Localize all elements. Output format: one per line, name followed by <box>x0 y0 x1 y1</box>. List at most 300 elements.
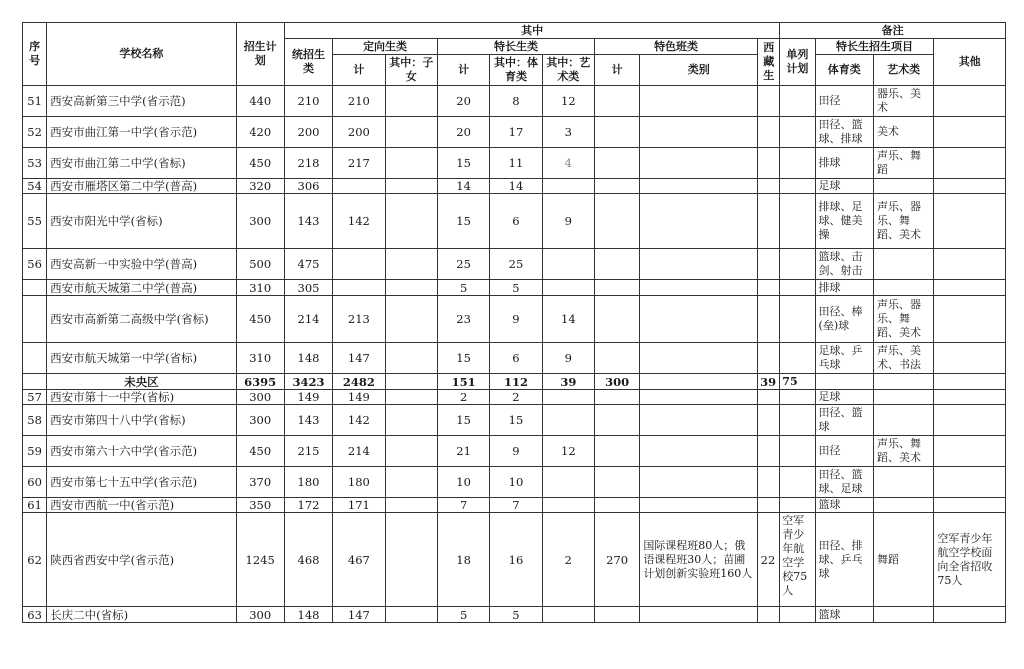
special-sports: 10 <box>490 467 542 498</box>
unified-count: 143 <box>284 405 332 436</box>
arts-items: 美术 <box>873 117 933 148</box>
directed-children <box>385 296 437 343</box>
special-total: 23 <box>437 296 489 343</box>
feature-type <box>640 194 758 249</box>
plan-count: 370 <box>236 467 284 498</box>
single-plan: 空军青少年航空学校75人 <box>780 513 815 607</box>
tibet-count <box>758 607 780 623</box>
special-total: 21 <box>437 436 489 467</box>
special-arts: 9 <box>542 343 594 374</box>
directed-total: 180 <box>333 467 385 498</box>
header-feature-type: 类别 <box>640 55 758 86</box>
school-name: 西安市第十一中学(省标) <box>47 390 236 405</box>
plan-count: 6395 <box>236 374 284 390</box>
directed-total: 142 <box>333 405 385 436</box>
table-row <box>23 405 1006 436</box>
directed-children <box>385 436 437 467</box>
unified-count: 475 <box>284 249 332 280</box>
feature-total <box>595 86 640 117</box>
school-name: 西安市第四十八中学(省标) <box>47 405 236 436</box>
special-arts: 12 <box>542 436 594 467</box>
other-notes <box>934 194 1006 249</box>
school-name: 陕西省西安中学(省示范) <box>47 513 236 607</box>
header-sports-items: 体育类 <box>815 55 873 86</box>
school-name: 西安市曲江第一中学(省示范) <box>47 117 236 148</box>
row-no: 58 <box>23 405 47 436</box>
sports-items: 田径、篮球、排球 <box>815 117 873 148</box>
header-among: 其中 <box>284 23 779 39</box>
school-name: 长庆二中(省标) <box>47 607 236 623</box>
plan-count: 350 <box>236 498 284 513</box>
tibet-count <box>758 86 780 117</box>
special-arts: 9 <box>542 194 594 249</box>
single-plan <box>780 194 815 249</box>
special-total: 20 <box>437 86 489 117</box>
special-sports: 6 <box>490 194 542 249</box>
directed-children <box>385 194 437 249</box>
enrollment-table-region <box>22 22 1006 623</box>
special-arts: 4 <box>542 148 594 179</box>
unified-count: 172 <box>284 498 332 513</box>
table-row <box>23 194 1006 249</box>
unified-count: 149 <box>284 390 332 405</box>
directed-children <box>385 148 437 179</box>
school-name: 西安高新一中实验中学(普高) <box>47 249 236 280</box>
directed-total <box>333 280 385 296</box>
header-directed-children: 其中：子女 <box>385 55 437 86</box>
tibet-count <box>758 249 780 280</box>
special-arts <box>542 405 594 436</box>
single-plan <box>780 86 815 117</box>
special-sports: 2 <box>490 390 542 405</box>
unified-count: 148 <box>284 343 332 374</box>
directed-total: 147 <box>333 607 385 623</box>
other-notes <box>934 179 1006 194</box>
feature-total <box>595 296 640 343</box>
feature-type <box>640 343 758 374</box>
special-arts <box>542 467 594 498</box>
unified-count: 214 <box>284 296 332 343</box>
row-no <box>23 374 47 390</box>
feature-type <box>640 280 758 296</box>
tibet-count <box>758 117 780 148</box>
arts-items: 声乐、舞蹈 <box>873 148 933 179</box>
single-plan <box>780 343 815 374</box>
feature-total <box>595 148 640 179</box>
plan-count: 300 <box>236 390 284 405</box>
single-plan <box>780 148 815 179</box>
unified-count: 180 <box>284 467 332 498</box>
school-name: 西安高新第三中学(省示范) <box>47 86 236 117</box>
row-no: 59 <box>23 436 47 467</box>
unified-count: 143 <box>284 194 332 249</box>
plan-count: 450 <box>236 296 284 343</box>
sports-items: 足球 <box>815 390 873 405</box>
other-notes <box>934 86 1006 117</box>
plan-count: 300 <box>236 607 284 623</box>
plan-count: 440 <box>236 86 284 117</box>
special-sports: 7 <box>490 498 542 513</box>
school-name: 西安市阳光中学(省标) <box>47 194 236 249</box>
plan-count: 310 <box>236 343 284 374</box>
school-name: 西安市西航一中(省示范) <box>47 498 236 513</box>
arts-items: 声乐、舞蹈、美术 <box>873 436 933 467</box>
feature-type: 国际课程班80人；俄语课程班30人；苗圃计划创新实验班160人 <box>640 513 758 607</box>
special-total: 20 <box>437 117 489 148</box>
sports-items: 足球 <box>815 179 873 194</box>
arts-items <box>873 405 933 436</box>
other-notes <box>934 374 1006 390</box>
directed-total: 213 <box>333 296 385 343</box>
directed-total: 214 <box>333 436 385 467</box>
row-no <box>23 343 47 374</box>
arts-items <box>873 280 933 296</box>
school-name: 西安市第六十六中学(省示范) <box>47 436 236 467</box>
table-row <box>23 296 1006 343</box>
plan-count: 420 <box>236 117 284 148</box>
unified-count: 148 <box>284 607 332 623</box>
header-feature: 特色班类 <box>595 39 758 55</box>
plan-count: 450 <box>236 148 284 179</box>
directed-total: 200 <box>333 117 385 148</box>
unified-count: 3423 <box>284 374 332 390</box>
unified-count: 210 <box>284 86 332 117</box>
special-sports: 11 <box>490 148 542 179</box>
directed-total: 210 <box>333 86 385 117</box>
sports-items: 田径、篮球、足球 <box>815 467 873 498</box>
other-notes <box>934 498 1006 513</box>
row-no: 55 <box>23 194 47 249</box>
special-arts: 39 <box>542 374 594 390</box>
plan-count: 310 <box>236 280 284 296</box>
sports-items: 排球 <box>815 280 873 296</box>
directed-children <box>385 498 437 513</box>
directed-children <box>385 343 437 374</box>
sports-items: 排球、足球、健美操 <box>815 194 873 249</box>
other-notes <box>934 343 1006 374</box>
school-name: 未央区 <box>47 374 236 390</box>
special-total: 15 <box>437 343 489 374</box>
feature-type <box>640 436 758 467</box>
table-body <box>23 86 1006 623</box>
special-arts <box>542 249 594 280</box>
arts-items: 声乐、美术、书法 <box>873 343 933 374</box>
plan-count: 450 <box>236 436 284 467</box>
unified-count: 305 <box>284 280 332 296</box>
header-plan: 招生计划 <box>236 23 284 86</box>
header-special-items: 特长生招生项目 <box>815 39 934 55</box>
tibet-count: 39 <box>758 374 780 390</box>
other-notes <box>934 296 1006 343</box>
feature-type <box>640 148 758 179</box>
header-school: 学校名称 <box>47 23 236 86</box>
tibet-count <box>758 194 780 249</box>
table-row <box>23 390 1006 405</box>
other-notes <box>934 390 1006 405</box>
arts-items <box>873 390 933 405</box>
special-total: 5 <box>437 607 489 623</box>
tibet-count: 22 <box>758 513 780 607</box>
header-unified: 统招生类 <box>284 39 332 86</box>
other-notes <box>934 117 1006 148</box>
special-sports: 14 <box>490 179 542 194</box>
special-total: 5 <box>437 280 489 296</box>
single-plan <box>780 296 815 343</box>
row-no: 63 <box>23 607 47 623</box>
school-name: 西安市第七十五中学(省示范) <box>47 467 236 498</box>
special-sports: 17 <box>490 117 542 148</box>
directed-children <box>385 179 437 194</box>
other-notes <box>934 249 1006 280</box>
arts-items <box>873 467 933 498</box>
header-arts-items: 艺术类 <box>873 55 933 86</box>
feature-type <box>640 374 758 390</box>
special-sports: 15 <box>490 405 542 436</box>
other-notes <box>934 148 1006 179</box>
sports-items: 田径、排球、乒乓球 <box>815 513 873 607</box>
other-notes <box>934 436 1006 467</box>
special-total: 25 <box>437 249 489 280</box>
special-arts: 14 <box>542 296 594 343</box>
sports-items <box>815 374 873 390</box>
tibet-count <box>758 498 780 513</box>
directed-children <box>385 513 437 607</box>
table-row <box>23 343 1006 374</box>
single-plan <box>780 405 815 436</box>
special-arts <box>542 280 594 296</box>
directed-children <box>385 390 437 405</box>
directed-total: 467 <box>333 513 385 607</box>
row-no: 53 <box>23 148 47 179</box>
unified-count: 218 <box>284 148 332 179</box>
sports-items: 田径 <box>815 436 873 467</box>
sports-items: 篮球 <box>815 498 873 513</box>
special-total: 18 <box>437 513 489 607</box>
feature-total <box>595 607 640 623</box>
other-notes <box>934 607 1006 623</box>
feature-total <box>595 405 640 436</box>
header-feature-total: 计 <box>595 55 640 86</box>
feature-total <box>595 436 640 467</box>
tibet-count <box>758 179 780 194</box>
feature-total: 300 <box>595 374 640 390</box>
arts-items: 声乐、器乐、舞蹈、美术 <box>873 194 933 249</box>
header-special-arts: 其中：艺术类 <box>542 55 594 86</box>
arts-items <box>873 249 933 280</box>
row-no: 51 <box>23 86 47 117</box>
table-row <box>23 86 1006 117</box>
unified-count: 306 <box>284 179 332 194</box>
sports-items: 排球 <box>815 148 873 179</box>
unified-count: 468 <box>284 513 332 607</box>
subtotal-row <box>23 374 1006 390</box>
school-name: 西安市高新第二高级中学(省标) <box>47 296 236 343</box>
header-directed-total: 计 <box>333 55 385 86</box>
plan-count: 1245 <box>236 513 284 607</box>
school-name: 西安市雁塔区第二中学(普高) <box>47 179 236 194</box>
special-total: 151 <box>437 374 489 390</box>
unified-count: 200 <box>284 117 332 148</box>
header-single: 单列计划 <box>780 39 815 86</box>
unified-count: 215 <box>284 436 332 467</box>
tibet-count <box>758 436 780 467</box>
row-no <box>23 296 47 343</box>
table-row <box>23 607 1006 623</box>
feature-total <box>595 390 640 405</box>
sports-items: 田径 <box>815 86 873 117</box>
special-arts <box>542 607 594 623</box>
feature-type <box>640 179 758 194</box>
tibet-count <box>758 280 780 296</box>
arts-items <box>873 607 933 623</box>
single-plan: 75 <box>780 374 815 390</box>
arts-items <box>873 179 933 194</box>
special-sports: 9 <box>490 436 542 467</box>
header-tibet: 西藏生 <box>758 39 780 86</box>
other-notes <box>934 405 1006 436</box>
directed-children <box>385 374 437 390</box>
arts-items <box>873 374 933 390</box>
single-plan <box>780 117 815 148</box>
directed-children <box>385 280 437 296</box>
table-row <box>23 148 1006 179</box>
special-sports: 16 <box>490 513 542 607</box>
header-special-total: 计 <box>437 55 489 86</box>
sports-items: 田径、篮球 <box>815 405 873 436</box>
single-plan <box>780 607 815 623</box>
header-other: 其他 <box>934 39 1006 86</box>
special-sports: 5 <box>490 280 542 296</box>
plan-count: 320 <box>236 179 284 194</box>
row-no: 54 <box>23 179 47 194</box>
special-sports: 8 <box>490 86 542 117</box>
table-row <box>23 249 1006 280</box>
arts-items: 舞蹈 <box>873 513 933 607</box>
special-arts <box>542 179 594 194</box>
directed-children <box>385 117 437 148</box>
directed-children <box>385 249 437 280</box>
other-notes <box>934 280 1006 296</box>
directed-children <box>385 467 437 498</box>
special-total: 7 <box>437 498 489 513</box>
plan-count: 300 <box>236 405 284 436</box>
row-no: 61 <box>23 498 47 513</box>
sports-items: 田径、棒(垒)球 <box>815 296 873 343</box>
feature-type <box>640 117 758 148</box>
table-row <box>23 467 1006 498</box>
row-no: 52 <box>23 117 47 148</box>
single-plan <box>780 467 815 498</box>
feature-total <box>595 343 640 374</box>
row-no: 57 <box>23 390 47 405</box>
table-row <box>23 436 1006 467</box>
special-total: 15 <box>437 405 489 436</box>
special-arts <box>542 498 594 513</box>
feature-total <box>595 280 640 296</box>
other-notes <box>934 467 1006 498</box>
single-plan <box>780 280 815 296</box>
special-sports: 112 <box>490 374 542 390</box>
special-sports: 5 <box>490 607 542 623</box>
feature-total <box>595 194 640 249</box>
single-plan <box>780 179 815 194</box>
special-arts <box>542 390 594 405</box>
feature-type <box>640 390 758 405</box>
feature-type <box>640 296 758 343</box>
feature-type <box>640 405 758 436</box>
special-sports: 25 <box>490 249 542 280</box>
directed-total: 171 <box>333 498 385 513</box>
table-row <box>23 513 1006 607</box>
single-plan <box>780 436 815 467</box>
header-special-sports: 其中：体育类 <box>490 55 542 86</box>
special-total: 15 <box>437 194 489 249</box>
directed-total <box>333 179 385 194</box>
feature-type <box>640 249 758 280</box>
feature-type <box>640 86 758 117</box>
tibet-count <box>758 390 780 405</box>
header-remarks: 备注 <box>780 23 1006 39</box>
school-name: 西安市航天城第一中学(省标) <box>47 343 236 374</box>
special-sports: 9 <box>490 296 542 343</box>
enrollment-plan-table <box>22 22 1006 623</box>
directed-children <box>385 405 437 436</box>
header-directed: 定向生类 <box>333 39 438 55</box>
tibet-count <box>758 405 780 436</box>
arts-items: 器乐、美术 <box>873 86 933 117</box>
arts-items: 声乐、器乐、舞蹈、美术 <box>873 296 933 343</box>
feature-total <box>595 179 640 194</box>
single-plan <box>780 390 815 405</box>
special-arts: 3 <box>542 117 594 148</box>
school-name: 西安市航天城第二中学(普高) <box>47 280 236 296</box>
table-row <box>23 179 1006 194</box>
directed-total <box>333 249 385 280</box>
tibet-count <box>758 343 780 374</box>
header-special: 特长生类 <box>437 39 594 55</box>
feature-total: 270 <box>595 513 640 607</box>
school-name: 西安市曲江第二中学(省标) <box>47 148 236 179</box>
row-no: 56 <box>23 249 47 280</box>
feature-total <box>595 117 640 148</box>
special-total: 15 <box>437 148 489 179</box>
special-arts: 2 <box>542 513 594 607</box>
directed-children <box>385 86 437 117</box>
special-total: 10 <box>437 467 489 498</box>
feature-total <box>595 498 640 513</box>
tibet-count <box>758 296 780 343</box>
sports-items: 足球、乒乓球 <box>815 343 873 374</box>
plan-count: 300 <box>236 194 284 249</box>
feature-type <box>640 607 758 623</box>
feature-total <box>595 467 640 498</box>
arts-items <box>873 498 933 513</box>
directed-total: 149 <box>333 390 385 405</box>
header-no: 序号 <box>23 23 47 86</box>
sports-items: 篮球 <box>815 607 873 623</box>
row-no: 60 <box>23 467 47 498</box>
special-total: 2 <box>437 390 489 405</box>
feature-total <box>595 249 640 280</box>
special-sports: 6 <box>490 343 542 374</box>
special-arts: 12 <box>542 86 594 117</box>
directed-total: 2482 <box>333 374 385 390</box>
row-no <box>23 280 47 296</box>
sports-items: 篮球、击剑、射击 <box>815 249 873 280</box>
single-plan <box>780 498 815 513</box>
table-row <box>23 280 1006 296</box>
table-row <box>23 498 1006 513</box>
